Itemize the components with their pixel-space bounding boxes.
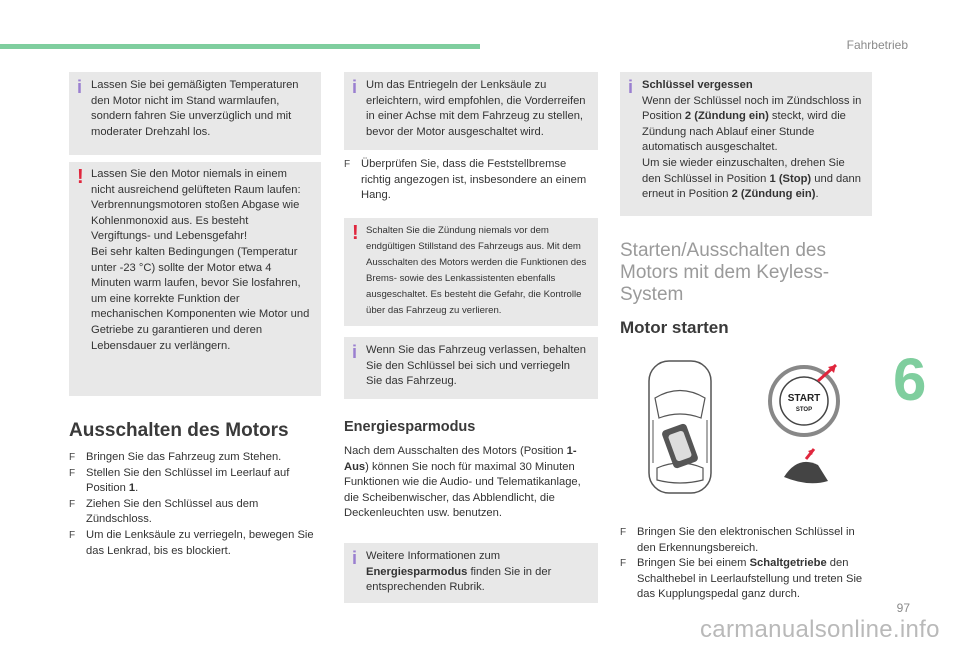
info-text-bold: 2 (Zündung ein) xyxy=(684,110,769,123)
car-top-view-illustration xyxy=(645,358,715,496)
start-label: START xyxy=(787,393,821,404)
list-item-text: . xyxy=(135,482,139,495)
para-bold: 1-Aus xyxy=(344,445,577,473)
info-text: Um das Entriegeln der Lenksäule zu erleichtern, wird empfohlen, die Vorderreifen in einer Achse mit dem Fahrzeug zu stellen, bevor der Motor ausgeschaltet wird. xyxy=(366,79,586,138)
info-icon: i xyxy=(352,342,358,362)
info-text-part: . xyxy=(815,188,819,201)
info-text xyxy=(642,78,862,203)
list-item: F Um die Lenksäule zu verriegeln, bewegen Sie das Lenkrad, bis es blockiert. xyxy=(69,528,321,559)
list-item: F Bringen Sie das Fahrzeug zum Stehen. xyxy=(69,450,321,466)
section-title-line: Motors mit dem Keyless- xyxy=(620,262,830,283)
info-text-part: Um sie wieder einzuschalten, drehen Sie den Schlüssel in Position xyxy=(642,156,845,185)
section-title-line: Starten/Ausschalten des xyxy=(620,240,826,261)
info-box-energiesparmodus xyxy=(344,543,598,603)
info-box-schluessel-vergessen xyxy=(620,72,872,216)
bullet-list-ausschalten xyxy=(69,450,321,559)
list-item-text: Stellen Sie den Schlüssel im Leerlauf auf Position xyxy=(86,466,290,495)
warning-icon: ! xyxy=(352,222,359,244)
bullet-feststellbremse xyxy=(344,157,598,204)
list-item-bold: 1 xyxy=(128,482,136,495)
start-stop-button-illustration xyxy=(766,363,842,439)
list-item: F Bringen Sie den elektronischen Schlüssel in den Erkennungsbereich. xyxy=(620,525,872,556)
warning-box-exhaust xyxy=(69,162,321,396)
info-text-part: steckt, wird die Zündung nach Ablauf einer Stunde automatisch ausgeschaltet. xyxy=(642,110,846,154)
info-box-verlassen xyxy=(344,337,598,399)
info-text-bold: 2 (Zündung ein) xyxy=(731,188,816,201)
info-text-bold: Energiesparmodus xyxy=(366,565,468,578)
warning-paragraph: Bei sehr kalten Bedingungen (Temperatur unter -23 °C) sollte der Motor etwa 4 Minuten warm laufen, bevor Sie losfahren, um eine korrekte Funktion der mechanischen Komponenten wie Motor und Getriebe zu garantieren und deren Lebensdauer zu verlängern. xyxy=(91,245,310,352)
warning-text: Schalten Sie die Zündung niemals vor dem endgültigen Stillstand des Fahrzeugs aus. Mit dem Ausschalten des Motors werden die Funktionen des Brems- sowie des Lenkassistenten ebenfalls ausgeschaltet. Es besteht die Gefahr, die Kontrolle über das Fahrzeug zu verlieren. xyxy=(366,225,587,316)
info-icon: i xyxy=(77,77,83,97)
list-item: F Überprüfen Sie, dass die Feststellbremse richtig angezogen ist, insbesondere an einem Hang. xyxy=(344,157,598,204)
list-item-bold: Schaltgetriebe xyxy=(749,557,827,570)
stop-label: STOP xyxy=(795,407,813,413)
warning-text xyxy=(91,167,311,354)
section-header: Fahrbetrieb xyxy=(846,38,908,52)
info-text xyxy=(366,549,588,596)
watermark: carmanualsonline.info xyxy=(700,616,940,643)
section-title-keyless xyxy=(620,240,829,306)
info-box-lenksaeule xyxy=(344,72,598,150)
info-box-temperature xyxy=(69,72,321,155)
info-icon: i xyxy=(628,77,634,97)
info-text: Lassen Sie bei gemäßigten Temperaturen den Motor nicht im Stand warmlaufen, sondern fahren Sie unverzüglich und mit moderater Drehzahl los. xyxy=(91,79,299,138)
warning-paragraph: Lassen Sie den Motor niemals in einem nicht ausreichend gelüfteten Raum laufen: Verbrennungsmotoren stoßen Abgase wie Kohlenmonoxid aus. Es besteht Vergiftungs- und Lebensgefahr! xyxy=(91,168,301,243)
heading-ausschalten: Ausschalten des Motors xyxy=(69,420,289,441)
list-item-text: den Schalthebel in Leerlaufstellung und treten Sie das Kupplungspedal ganz durch. xyxy=(637,557,863,601)
bullet-list-motor-starten xyxy=(620,525,872,603)
heading-energiesparmodus: Energiesparmodus xyxy=(344,419,476,435)
list-item xyxy=(69,466,321,497)
list-item xyxy=(620,556,872,603)
para-text: ) können Sie noch für maximal 30 Minuten Funktionen wie die Audio- und Telematikanlage, die Scheibenwischer, das Abblendlicht, die Deckenleuchten usw. benutzen. xyxy=(344,460,581,520)
info-paragraph xyxy=(642,156,862,203)
info-text-part: Wenn der Schlüssel noch im Zündschloss in Position xyxy=(642,94,862,123)
info-icon: i xyxy=(352,548,358,568)
info-paragraph xyxy=(642,94,862,156)
info-text-bold: 1 (Stop) xyxy=(769,172,812,185)
info-text: Wenn Sie das Fahrzeug verlassen, behalten Sie den Schlüssel bei sich und verriegeln Sie das Fahrzeug. xyxy=(366,344,586,388)
warning-box-zuendung xyxy=(344,218,598,326)
list-item: F Ziehen Sie den Schlüssel aus dem Zündschloss. xyxy=(69,497,321,528)
page-number: 97 xyxy=(896,601,910,615)
list-item-text: Bringen Sie bei einem xyxy=(637,557,750,570)
chapter-number: 6 xyxy=(893,346,927,413)
info-text-part: und dann erneut in Position xyxy=(642,172,861,201)
para-text: Nach dem Ausschalten des Motors (Position xyxy=(344,445,567,457)
info-title: Schlüssel vergessen xyxy=(642,79,753,91)
section-title-line: System xyxy=(620,284,684,305)
warning-icon: ! xyxy=(77,166,84,188)
clutch-pedal-icon xyxy=(778,447,836,489)
paragraph-energiesparmodus xyxy=(344,444,598,522)
accent-bar xyxy=(0,44,480,49)
info-text-part: finden Sie in der entsprechenden Rubrik. xyxy=(366,565,552,594)
info-icon: i xyxy=(352,77,358,97)
info-text-part: Weitere Informationen zum xyxy=(366,550,501,562)
heading-motor-starten: Motor starten xyxy=(620,318,729,337)
